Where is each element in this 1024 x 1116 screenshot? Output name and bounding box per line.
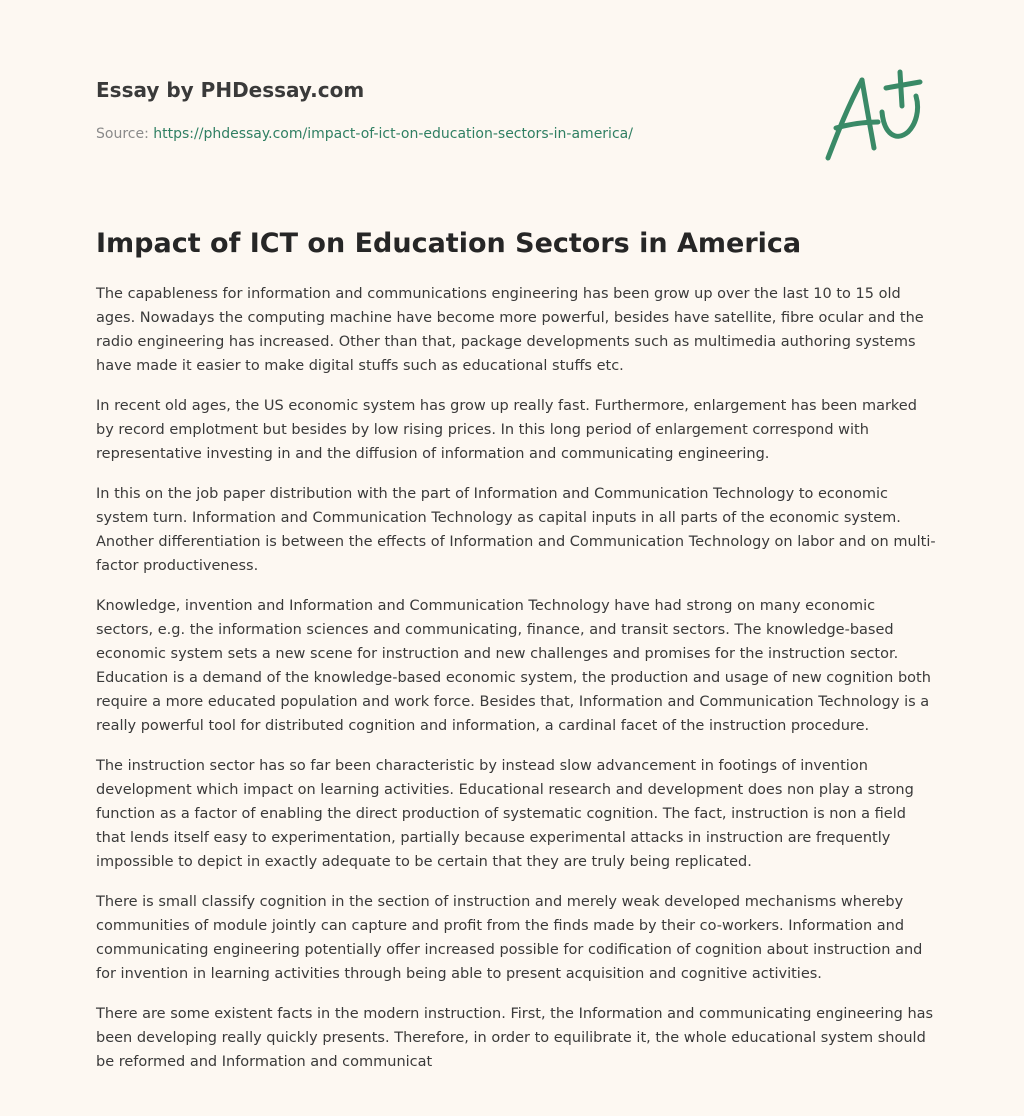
source-line [96, 124, 796, 144]
source-link[interactable]: https://phdessay.com/impact-of-ict-on-education-sectors-in-america/ [153, 126, 633, 142]
essay-paragraph: In this on the job paper distribution with the part of Information and Communication Technology to economic system turn. Information and Communication Technology as capital inputs in all parts of the economic system. Another differentiation is between the effects of Information and Communication Technology on labor and on multi-factor productiveness. [96, 486, 936, 574]
site-brand: Essay by PHDessay.com [96, 78, 365, 102]
page-header [96, 76, 796, 144]
source-label: Source: [96, 126, 154, 142]
essay-paragraph: There are some existent facts in the modern instruction. First, the Information and communicating engineering has been developing really quickly presents. Therefore, in order to equilibrate it, the whole educational system should be reformed and Information and communicat [96, 1006, 934, 1070]
essay-body [96, 224, 936, 1090]
essay-paragraph: In recent old ages, the US economic system has grow up really fast. Furthermore, enlargement has been marked by record emplotment but besides by low rising prices. In this long period of enlargement correspond with representative investing in and the diffusion of information and communicating engineering. [96, 398, 917, 462]
essay-paragraph: The instruction sector has so far been characteristic by instead slow advancement in footings of invention development which impact on learning activities. Educational research and development does non play a strong function as a factor of enabling the direct production of systematic cognition. The fact, instruction is non a field that lends itself easy to experimentation, partially because experimental attacks in instruction are frequently impossible to depict in exactly adequate to be certain that they are truly being replicated. [96, 758, 914, 870]
essay-paragraph: Knowledge, invention and Information and Communication Technology have had strong on many economic sectors, e.g. the information sciences and communicating, finance, and transit sectors. The knowledge-based economic system sets a new scene for instruction and new challenges and promises for the instruction sector. Education is a demand of the knowledge-based economic system, the production and usage of new cognition both require a more educated population and work force. Besides that, Information and Communication Technology is a really powerful tool for distributed cognition and information, a cardinal facet of the instruction procedure. [96, 598, 931, 734]
essay-paragraph: The capableness for information and communications engineering has been grow up over the last 10 to 15 old ages. Nowadays the computing machine have become more powerful, besides have satellite, fibre ocular and the radio engineering has increased. Other than that, package developments such as multimedia authoring systems have made it easier to make digital stuffs such as educational stuffs etc. [96, 286, 924, 374]
a-plus-grade-icon [820, 66, 930, 166]
essay-title: Impact of ICT on Education Sectors in America [96, 228, 802, 259]
essay-paragraph: There is small classify cognition in the section of instruction and merely weak developed mechanisms whereby communities of module jointly can capture and profit from the finds made by their co-workers. Information and communicating engineering potentially offer increased possible for codification of cognition about instruction and for invention in learning activities through being able to present acquisition and cognitive activities. [96, 894, 923, 982]
